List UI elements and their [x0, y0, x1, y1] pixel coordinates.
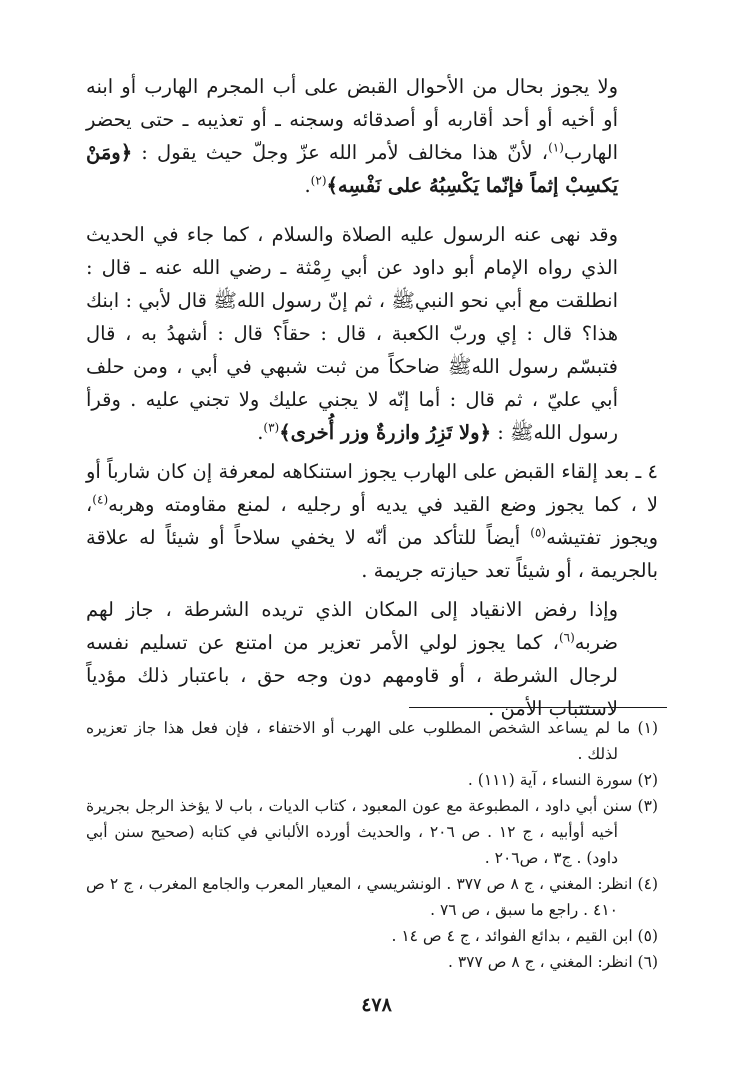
text-segment: وإذا رفض الانقياد إلى المكان الذي تريده الشرطة ، جاز لهم ضربه [86, 598, 618, 654]
footnote-4: (٤) انظر: المغني ، ج ٨ ص ٣٧٧ . الونشريسي ، المعيار المعرب والجامع المغرب ، ج ٢ ص ٤١٠ . راجع ما سبق ، ص ٧٦ . [86, 875, 658, 919]
footnote-1: (١) ما لم يساعد الشخص المطلوب على الهرب أو الاختفاء ، فإن فعل هذا جاز تعزيره لذلك . [86, 719, 658, 763]
item-number: ٤ ـ [635, 460, 659, 483]
footnote-3: (٣) سنن أبي داود ، المطبوعة مع عون المعبود ، كتاب الديات ، باب لا يؤخذ الرجل بجريرة أخيه أوأبيه ، ج ١٢ . ص ٢٠٦ ، والحديث أورده الألباني في كتابه (صحيح سنن أبي داود) . ج٣ ، ص٢٠٦ . [86, 797, 658, 867]
text-segment: . [304, 174, 311, 197]
text-segment: ، لأنّ هذا مخالف لأمر الله عزّ وجلّ حيث يقول : [132, 141, 549, 164]
footnote-ref-4[interactable]: (٤) [92, 492, 109, 507]
footnote-ref-2[interactable]: (٢) [310, 173, 327, 188]
quran-verse: ﴿ولا تَزِرُ وازرةٌ وزر أُخرى﴾ [279, 421, 491, 444]
text-segment: بعد إلقاء القبض على الهارب يجوز استنكاهه لمعرفة إن كان شارباً أو لا ، كما يجوز وضع القيد في يديه أو رجليه ، لمنع مقاومته وهربه [86, 460, 658, 516]
paragraph-2 [86, 218, 658, 449]
text-segment: ، كما يجوز لولي الأمر تعزير من امتنع عن تسليم نفسه لرجال الشرطة ، أو قاومهم دون وجه حق ، باعتبار ذلك مؤدياً لاستتباب الأمن . [86, 631, 618, 720]
quran-verse: ﴿ومَنْ يَكسِبْ إثماً فإنّما يَكْسِبُهُ على نَفْسِه﴾ [86, 141, 618, 197]
footnote-5: (٥) ابن القيم ، بدائع الفوائد ، ج ٤ ص ١٤ . [391, 927, 658, 945]
main-text [86, 70, 658, 725]
footnote-divider [409, 707, 667, 708]
text-segment: . [257, 421, 264, 444]
text-segment: ولا يجوز بحال من الأحوال القبض على أب المجرم الهارب أو ابنه أو أخيه أو أحد أقاربه أو أصدقائه وسجنه ـ أو تعذيبه ـ حتى يحضر الهارب [86, 75, 618, 164]
footnote-ref-1[interactable]: (١) [548, 140, 564, 155]
page-number: ٤٧٨ [361, 994, 392, 1016]
footnote-2: (٢) سورة النساء ، آية (١١١) . [467, 771, 658, 789]
footnote-6: (٦) انظر: المغني ، ج ٨ ص ٣٧٧ . [447, 953, 658, 971]
footnote-ref-3[interactable]: (٣) [263, 420, 280, 435]
footnote-ref-6[interactable]: (٦) [558, 630, 575, 645]
paragraph-4 [86, 593, 658, 725]
footnote-ref-5[interactable]: (٥) [530, 525, 547, 540]
text-segment: أيضاً للتأكد من أنّه لا يخفي سلاحاً أو شيئاً له علاقة بالجريمة ، أو شيئاً تعد حيازته جريمة . [86, 526, 658, 582]
text-segment: وقد نهى عنه الرسول عليه الصلاة والسلام ، كما جاء في الحديث الذي رواه الإمام أبو داود عن أبي رِمْثة ـ رضي الله عنه ـ قال : انطلقت مع أبي نحو النبيﷺ ، ثم إنّ رسول اللهﷺ قال لأبي : ابنك هذا؟ قال : إي وربّ الكعبة ، قال : حقاً؟ قال : أشهدُ به ، قال فتبسّم رسول اللهﷺ ضاحكاً من ثبت شبهي في أبي ، ومن حلف أبي عليّ ، ثم قال : أما إنّه لا يجني عليك ولا تجني عليه . وقرأ رسول اللهﷺ : [86, 223, 618, 444]
numbered-item-4 [86, 455, 658, 587]
footnotes [86, 715, 658, 975]
text-segment: ، ويجوز تفتيشه [86, 493, 659, 549]
paragraph-1 [86, 70, 658, 202]
